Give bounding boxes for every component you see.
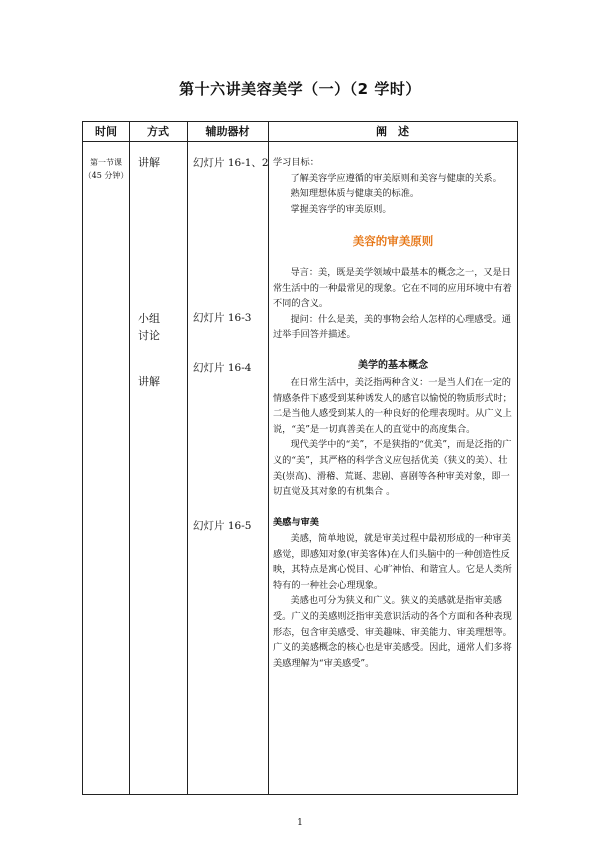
session-duration: （45 分钟） (83, 171, 129, 180)
page-title: 第十六讲美容美学（一）（2 学时） (179, 80, 421, 98)
heading-aesthetic-principles: 美容的审美原则 (352, 234, 434, 248)
header-tools: 辅助器材 (205, 125, 250, 138)
aesthetic-paragraphs (273, 531, 513, 671)
slide-16-5: 幻灯片 16-5 (193, 520, 252, 532)
session-label: 第一节课 (90, 158, 122, 167)
slide-16-3: 幻灯片 16-3 (193, 312, 252, 324)
column-divider (268, 122, 269, 794)
aesthetic-p4: 美感也可分为狭义和广义。狭义的美感就是指审美感受。广义的美感则泛指审美意识活动的各个方面和各种表现形态，包含审美感受、审美趣味、审美能力、审美理想等。广义的美感概念的核心也是审美感受。因此，通常人们多将美感理解为“审美感受”。 (273, 595, 512, 669)
goal-2: 熟知理想体质与健康美的标准。 (290, 188, 420, 200)
header-method: 方式 (147, 125, 169, 138)
slide-16-4: 幻灯片 16-4 (193, 362, 252, 374)
method-lecture-2: 讲解 (138, 375, 160, 388)
concept-p1: 在日常生活中，美泛指两种含义：一是当人们在一定的情感条件下感受到某种诱发人的感官以愉悦的物质形式时；二是当他人感受到某人的一种良好的伦理表现时。从广义上说，“美”是一切真善美在人的直觉中的高度集合。 (273, 377, 512, 435)
heading-aesthetic-sense: 美感与审美 (273, 517, 319, 528)
goal-3: 掌握美容学的审美原则。 (290, 203, 392, 215)
goals-label: 学习目标： (273, 157, 319, 168)
method-lecture: 讲解 (138, 156, 160, 169)
concept-paragraphs (273, 375, 513, 500)
slide-16-1-2: 幻灯片 16-1、2 (193, 157, 269, 169)
method-discussion: 讨论 (138, 329, 160, 342)
question-text: 提问：什么是美，美的事物会给人怎样的心理感受。通过举手回答并描述。 (273, 313, 511, 341)
aesthetic-p3: 美感，简单地说，就是审美过程中最初形成的一种审美感觉，即感知对象(审美客体)在人们头脑中的一种创造性反映，其特点是寓心悦目、心旷神怡、和谐宜人。它是人类所特有的一种社会心理现象。 (273, 533, 512, 591)
concept-p2: 现代美学中的“美”，不是狭指的“优美”，而是泛指的广义的“美”，其严格的科学含义应包括优美（狭义的美）、壮美(崇高)、滑稽、荒诞、悲剧、喜剧等各种审美对象，即一切直觉及其对象的有机集合 。 (273, 439, 512, 498)
heading-basic-concepts: 美学的基本概念 (358, 360, 428, 371)
page-number: 1 (297, 818, 303, 828)
method-group: 小组 (138, 312, 160, 325)
column-divider (129, 122, 130, 794)
learning-goals (273, 155, 513, 217)
table-header (83, 122, 517, 142)
column-divider (187, 122, 188, 794)
intro-text: 导言：美，既是美学领域中最基本的概念之一，又是日常生活中的一种最常见的现象。它在不同的应用环境中有着不同的含义。 (273, 267, 512, 310)
header-description: 阐 述 (376, 125, 409, 138)
lesson-table (82, 121, 518, 795)
intro-paragraph (273, 265, 513, 343)
goal-1: 了解美容学应遵循的审美原则和美容与健康的关系。 (290, 172, 502, 184)
header-time: 时间 (95, 125, 117, 138)
